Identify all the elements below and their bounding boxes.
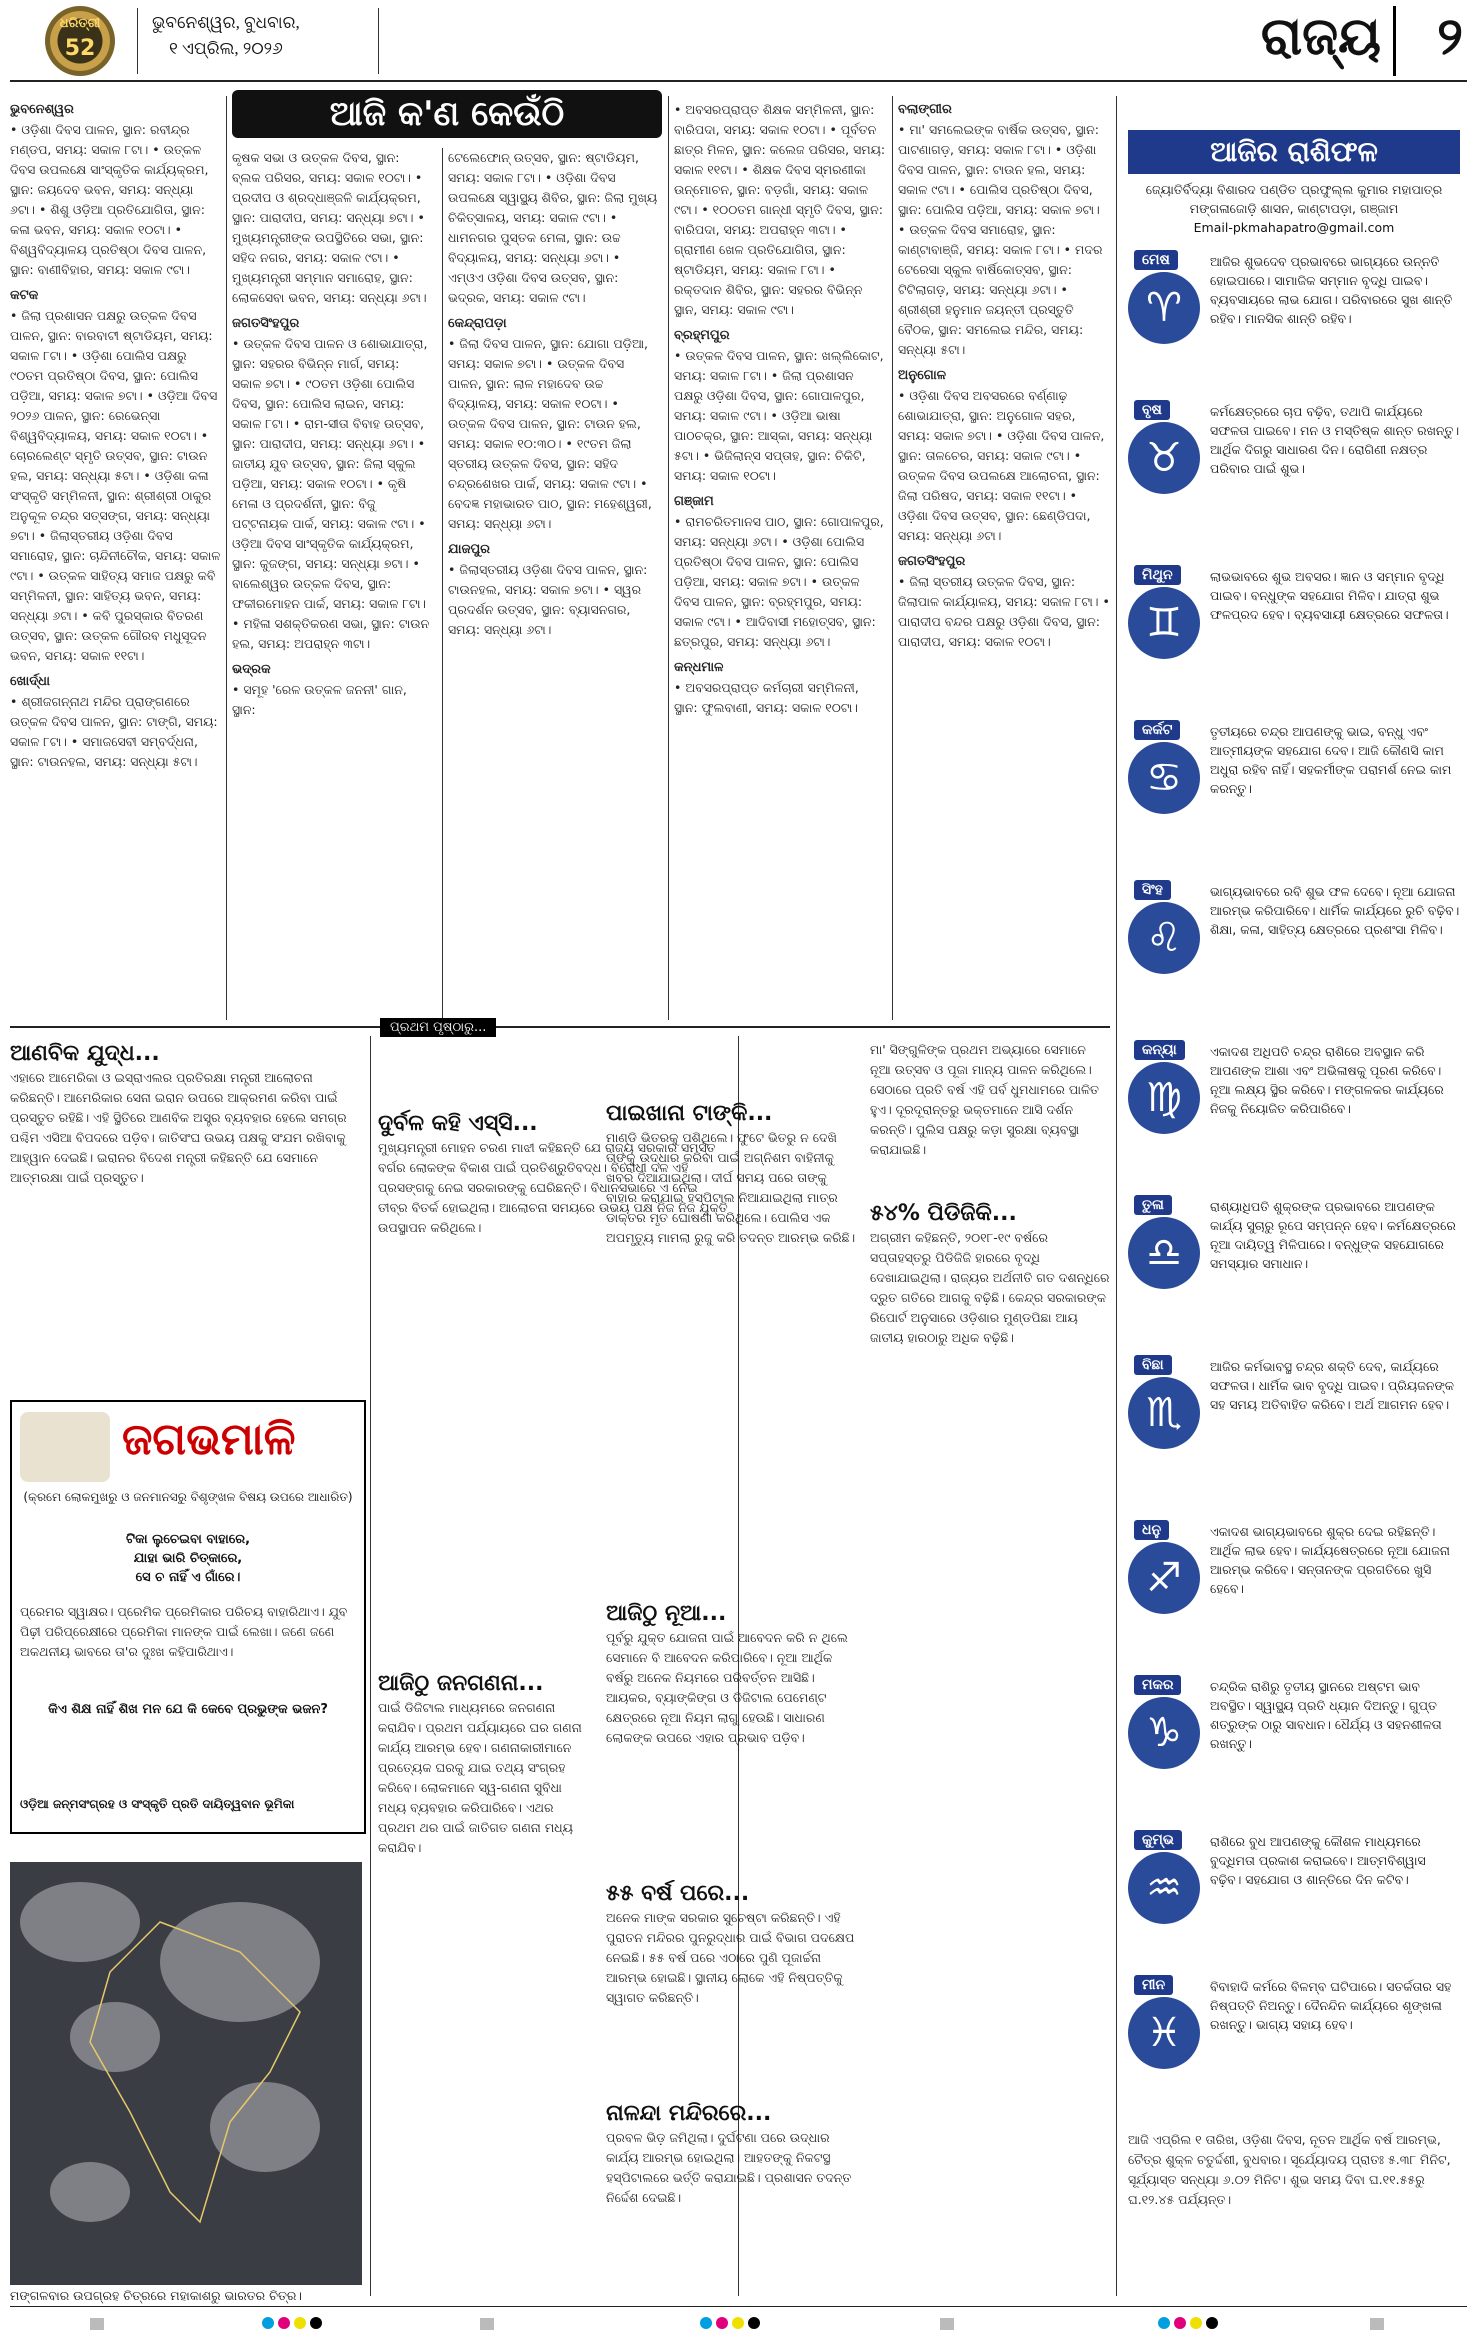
sign-meena: [1128, 1975, 1460, 2115]
print-mark: [278, 2317, 290, 2329]
panjika-text: ଆଜି ଏପ୍ରିଲ ୧ ତାରିଖ, ଓଡ଼ିଶା ଦିବସ, ନୂତନ ଆର୍ଥିକ ବର୍ଷ ଆରମ୍ଭ, ଚୈତ୍ର ଶୁକ୍ଳ ଚତୁର୍ଦ୍ଦଶୀ, ବୁଧବାର। ସୂର୍ଯ୍ୟୋଦୟ ପ୍ରାତଃ ୫.୩୮ ମିନିଟ, ସୂର୍ଯ୍ୟାସ୍ତ ସନ୍ଧ୍ୟା ୬.୦୨ ମିନିଟ। ଶୁଭ ସମୟ ଦିବା ଘ.୧୧.୫୫ରୁ ଘ.୧୨.୪୫ ପର୍ଯ୍ୟନ୍ତ।: [1128, 2132, 1451, 2207]
sign-name: ସିଂହ: [1134, 880, 1171, 900]
sign-mesha: [1128, 250, 1460, 390]
logo-years: 52: [64, 36, 96, 61]
verse-line: ଟିକା ଲୁଚେଇବା ବାହାରେ,: [125, 1532, 251, 1547]
sign-name: ମକର: [1134, 1675, 1181, 1695]
events-text: • ଓଡ଼ିଶା ଦିବସ ଅବସରରେ ବର୍ଣ୍ଣାଢ଼ ଶୋଭାଯାତ୍ରା, ସ୍ଥାନ: ଅନୁଗୋଳ ସହର, ସମୟ: ସକାଳ ୭ଟା। • ଓଡ଼ିଶା ଦିବସ ପାଳନ, ସ୍ଥାନ: ତାଳଚେର, ସମୟ: ସକାଳ ୯ଟା। • ଉତ୍କଳ ଦିବସ ଉପଲକ୍ଷେ ଆଲୋଚନା, ସ୍ଥାନ: ଜିଲା ପରିଷଦ, ସମୟ: ସକାଳ ୧୧ଟା। • ଓଡ଼ିଶା ଦିବସ ଉତ୍ସବ, ସ୍ଥାନ: ଛେଣ୍ଡିପଦା, ସମୟ: ସନ୍ଧ୍ୟା ୬ଟା।: [898, 388, 1105, 543]
events-text: • ଜିଲା ଦିବସ ପାଳନ, ସ୍ଥାନ: ଯୋଗା ପଡ଼ିଆ, ସମୟ: ସକାଳ ୭ଟା। • ଉତ୍କଳ ଦିବସ ପାଳନ, ସ୍ଥାନ: ଲାଳ ମହାଦେବ ଉଚ୍ଚ ବିଦ୍ୟାଳୟ, ସମୟ: ସକାଳ ୧୦ଟା। • ଉତ୍କଳ ଦିବସ ପାଳନ, ସ୍ଥାନ: ଟାଉନ ହଲ, ସମୟ: ସକାଳ ୧୦:୩୦। • ୧୯ତମ ଜିଲା ସ୍ତରୀୟ ଉତ୍କଳ ଦିବସ, ସ୍ଥାନ: ସହିଦ ଚନ୍ଦ୍ରଶେଖର ପାର୍କ, ସମୟ: ସକାଳ ୯ଟା। • ବେଦଜ୍ଞ ମହାଭାରତ ପାଠ, ସ୍ଥାନ: ମହେଶ୍ୱରୀ, ସମୟ: ସନ୍ଧ୍ୟା ୬ଟା।: [448, 336, 652, 531]
print-mark: [262, 2317, 274, 2329]
events-text: • ଉତ୍କଳ ଦିବସ ପାଳନ ଓ ଶୋଭାଯାତ୍ରା, ସ୍ଥାନ: ସହରର ବିଭିନ୍ନ ମାର୍ଗ, ସମୟ: ସକାଳ ୭ଟା। • ୯୦ତମ ଓଡ଼ିଶା ପୋଲିସ ଦିବସ, ସ୍ଥାନ: ପୋଲିସ ଲାଇନ, ସମୟ: ସକାଳ ୮ଟା। • ରାମ-ସୀତା ବିବାହ ଉତ୍ସବ, ସ୍ଥାନ: ପାରାଦୀପ, ସମୟ: ସନ୍ଧ୍ୟା ୬ଟା। • ଜାତୀୟ ଯୁବ ଉତ୍ସବ, ସ୍ଥାନ: ଜିଲା ସ୍କୁଲ ପଡ଼ିଆ, ସମୟ: ସକାଳ ୧୦ଟା। • କୃଷି ମେଳା ଓ ପ୍ରଦର୍ଶନୀ, ସ୍ଥାନ: ବିଜୁ ପଟ୍ଟନାୟକ ପାର୍କ, ସମୟ: ସକାଳ ୯ଟା। • ଓଡ଼ିଆ ଦିବସ ସାଂସ୍କୃତିକ କାର୍ଯ୍ୟକ୍ରମ, ସ୍ଥାନ: କୁଜଙ୍ଗ, ସମୟ: ସନ୍ଧ୍ୟା ୭ଟା। • ବାଲେଶ୍ୱର ଉତ୍କଳ ଦିବସ, ସ୍ଥାନ: ଫକୀରମୋହନ ପାର୍କ, ସମୟ: ସକାଳ ୮ଟା। • ମହିଳା ସଶକ୍ତିକରଣ ସଭା, ସ୍ଥାନ: ଟାଉନ ହଲ, ସମୟ: ଅପରାହ୍ନ ୩ଟା।: [232, 336, 430, 651]
events-text: • ଜିଲାସ୍ତରୀୟ ଓଡ଼ିଶା ଦିବସ ପାଳନ, ସ୍ଥାନ: ଟାଉନହଲ, ସମୟ: ସକାଳ ୭ଟା। • ସ୍ୱର ପ୍ରଦର୍ଶନ ଉତ୍ସବ, ସ୍ଥାନ: ବ୍ୟାସନଗର, ସମୟ: ସନ୍ଧ୍ୟା ୬ଟା।: [448, 562, 648, 637]
aries-icon: ♈: [1128, 272, 1200, 344]
print-mark: [1174, 2317, 1186, 2329]
sign-text: ଆଜିର ଶୁଭଦେବ ପ୍ରଭାବରେ ଭାଗ୍ୟରେ ଉନ୍ନତି ହୋଇପାରେ। ସାମାଜିକ ସମ୍ମାନ ବୃଦ୍ଧି ପାଇବ। ବ୍ୟବସାୟରେ ଲାଭ ଯୋଗ। ପରିବାରରେ ସୁଖ ଶାନ୍ତି ରହିବ। ମାନସିକ ଶାନ୍ତି ରହିବ।: [1210, 254, 1453, 326]
print-mark: [1206, 2317, 1218, 2329]
jagamohan-subtitle: (କ୍ରମେ ଲୋକମୁଖରୁ ଓ ଜନମାନସରୁ ବିଶୃଙ୍ଖଳ ବିଷୟ ଉପରେ ଆଧାରିତ): [23, 1490, 353, 1504]
events-heading: ଅନୁଗୋଳ: [898, 368, 947, 383]
article-paikhana: [606, 1100, 856, 1360]
events-text: • ଅବସରପ୍ରାପ୍ତ ଶିକ୍ଷକ ସମ୍ମିଳନୀ, ସ୍ଥାନ: ବାରିପଦା, ସମୟ: ସକାଳ ୧୦ଟା। • ପୂର୍ବତନ ଛାତ୍ର ମିଳନ, ସ୍ଥାନ: କଲେଜ ପରିସର, ସମୟ: ସକାଳ ୧୧ଟା। • ଶିକ୍ଷକ ଦିବସ ସ୍ମରଣୀକା ଉନ୍ମୋଚନ, ସ୍ଥାନ: ବଡ଼ଗାଁ, ସମୟ: ସକାଳ ୯ଟା। • ୧୦୦ତମ ଗାନ୍ଧୀ ସ୍ମୃତି ଦିବସ, ସ୍ଥାନ: ବାରିପଦା, ସମୟ: ଅପରାହ୍ନ ୩ଟା। • ଗ୍ରାମୀଣ ଖେଳ ପ୍ରତିଯୋଗିତା, ସ୍ଥାନ: ଷ୍ଟାଡିୟମ, ସମୟ: ସକାଳ ୮ଟା। • ରକ୍ତଦାନ ଶିବିର, ସ୍ଥାନ: ସହରର ବିଭିନ୍ନ ସ୍ଥାନ, ସମୟ: ସକାଳ ୯ଟା।: [674, 102, 886, 317]
print-mark: [940, 2318, 954, 2330]
rashifala-title: ଆଜିର ରାଶିଫଳ: [1128, 130, 1460, 174]
astrologer-name: ଜ୍ୟୋତିର୍ବିଦ୍ୟା ବିଶାରଦ ପଣ୍ଡିତ ପ୍ରଫୁଲ୍ଲ କୁମାର ମହାପାତ୍ର: [1145, 182, 1443, 197]
date-line2: ୧ ଏପ୍ରିଲ, ୨୦୨୬: [168, 39, 283, 58]
jagamohan-body: ପ୍ରେମର ସ୍ୱାକ୍ଷର। ପ୍ରେମିକ ପ୍ରେମିକାର ପରିଚୟ ବାହାରିଥାଏ। ଯୁବ ପିଢ଼ୀ ପରିପ୍ରେକ୍ଷୀରେ ପ୍ରେମିକା ମାନଙ୍କ ପାଇଁ ଲେଖା। ଜଣେ ଜଣେ ଅକଥନୀୟ ଭାବରେ ତା'ର ଦୁଃଖ କହିପାରିଥାଏ।: [20, 1604, 348, 1659]
article-body: ପାଇଁ ଡିଜିଟାଲ ମାଧ୍ୟମରେ ଜନଗଣନା କରାଯିବ। ପ୍ରଥମ ପର୍ଯ୍ୟାୟରେ ଘର ଗଣନା କାର୍ଯ୍ୟ ଆରମ୍ଭ ହେବ। ଗଣନାକାରୀମାନେ ପ୍ରତ୍ୟେକ ଘରକୁ ଯାଇ ତଥ୍ୟ ସଂଗ୍ରହ କରିବେ। ଲୋକମାନେ ସ୍ୱ-ଗଣନା ସୁବିଧା ମଧ୍ୟ ବ୍ୟବହାର କରିପାରିବେ। ଏଥର ପ୍ରଥମ ଥର ପାଇଁ ଜାତିଗତ ଗଣନା ମଧ୍ୟ କରାଯିବ।: [378, 1700, 582, 1855]
virgo-icon: ♍: [1128, 1062, 1200, 1134]
article-anabik: [10, 1040, 362, 1380]
article-headline: ନାଳନ୍ଦା ମନ୍ଦିରରେ...: [606, 2101, 772, 2126]
sign-simha: [1128, 880, 1460, 1030]
sign-text: ଭାଗ୍ୟଭାବରେ ରବି ଶୁଭ ଫଳ ଦେବେ। ନୂଆ ଯୋଜନା ଆରମ୍ଭ କରିପାରିବେ। ଧାର୍ମିକ କାର୍ଯ୍ୟରେ ରୁଚି ବଢ଼ିବ। ଶିକ୍ଷା, କଳା, ସାହିତ୍ୟ କ୍ଷେତ୍ରରେ ପ୍ରଶଂସା ମିଳିବ।: [1210, 884, 1460, 937]
events-text: • ରାମଚରିତମାନସ ପାଠ, ସ୍ଥାନ: ଗୋପାଳପୁର, ସମୟ: ସନ୍ଧ୍ୟା ୬ଟା। • ଓଡ଼ିଶା ପୋଲିସ ପ୍ରତିଷ୍ଠା ଦିବସ ପାଳନ, ସ୍ଥାନ: ପୋଲିସ ପଡ଼ିଆ, ସମୟ: ସକାଳ ୭ଟା। • ଉତ୍କଳ ଦିବସ ପାଳନ, ସ୍ଥାନ: ବ୍ରହ୍ମପୁର, ସମୟ: ସକାଳ ୯ଟା। • ଆଦିବାସୀ ମହୋତ୍ସବ, ସ୍ଥାନ: ଛତ୍ରପୁର, ସମୟ: ସନ୍ଧ୍ୟା ୬ଟା।: [674, 514, 884, 649]
events-heading: କଟକ: [10, 288, 39, 303]
sign-text: ଏକାଦଶ ଭାଗ୍ୟଭାବରେ ଶୁକ୍ର ଦେଇ ରହିଛନ୍ତି। ଆର୍ଥିକ ଲାଭ ହେବ। କାର୍ଯ୍ୟଷେତ୍ରରେ ନୂଆ ଯୋଜନା ଆରମ୍ଭ କରିବେ। ସନ୍ତାନଙ୍କ ପ୍ରଗତିରେ ଖୁସି ହେବେ।: [1210, 1524, 1450, 1596]
events-column-4: [674, 100, 886, 1020]
events-heading: ଭଦ୍ରକ: [232, 662, 271, 677]
newspaper-logo: [45, 6, 115, 76]
article-body: ମାଣ୍ଡି ଭିତରକୁ ପଶିଥିଲେ। ଫୁଟେ ଭିତରୁ ନ ଦେଖି ତାଙ୍କୁ ଉଦ୍ଧାର କରିବା ପାଇଁ ଅଗ୍ନିଶମ ବାହିନୀକୁ ଖବର ଦିଆଯାଇଥିଲା। ଦୀର୍ଘ ସମୟ ପରେ ତାଙ୍କୁ ବାହାର କରାଯାଇ ହସ୍ପିଟାଲ ନିଆଯାଇଥିଲା ମାତ୍ର ଡାକ୍ତର ମୃତ ଘୋଷଣା କରିଥିଲେ। ପୋଲିସ ଏକ ଅପମୃତ୍ୟୁ ମାମଲା ରୁଜୁ କରି ତଦନ୍ତ ଆରମ୍ଭ କରିଛି।: [606, 1130, 856, 1245]
events-heading: ଜଗତସିଂହପୁର: [232, 316, 300, 331]
article-body: ଏହାରେ ଆମେରିକା ଓ ଇସ୍ରାଏଲର ପ୍ରତିରକ୍ଷା ମନ୍ତ୍ରୀ ଆଲୋଚନା କରିଛନ୍ତି। ଆମେରିକାର ସେନା ଇରାନ ଉପରେ ଆକ୍ରମଣ କରିବା ପାଇଁ ପ୍ରସ୍ତୁତ ରହିଛି। ଏହି ସ୍ଥିତିରେ ଆଣବିକ ଅସ୍ତ୍ର ବ୍ୟବହାର ହେଲେ ସମଗ୍ର ପଶ୍ଚିମ ଏସିଆ ବିପଦରେ ପଡ଼ିବ। ଜାତିସଂଘ ଉଭୟ ପକ୍ଷକୁ ସଂଯମ ରଖିବାକୁ ଆହ୍ୱାନ ଦେଇଛି। ଇରାନର ବିଦେଶ ମନ୍ତ୍ରୀ କହିଛନ୍ତି ଯେ ସେମାନେ ଆତ୍ମରକ୍ଷା ପାଇଁ ପ୍ରସ୍ତୁତ।: [10, 1070, 347, 1185]
events-heading: ଖୋର୍ଦ୍ଧା: [10, 674, 50, 689]
article-body: ପ୍ରବଳ ଭିଡ଼ ଜମିଥିଲା। ଦୁର୍ଘଟଣା ପରେ ଉଦ୍ଧାର କାର୍ଯ୍ୟ ଆରମ୍ଭ ହୋଇଥିଲା। ଆହତଙ୍କୁ ନିକଟସ୍ଥ ହସ୍ପିଟାଲରେ ଭର୍ତ୍ତି କରାଯାଇଛି। ପ୍ରଶାସନ ତଦନ୍ତ ନିର୍ଦ୍ଦେଶ ଦେଇଛି।: [606, 2130, 852, 2205]
events-text: • ସମୂହ 'ରେଳ ଉତ୍କଳ ଜନନୀ' ଗାନ, ସ୍ଥାନ:: [232, 682, 407, 717]
print-mark: [748, 2317, 760, 2329]
events-text: • ଶ୍ରୀଜଗନ୍ନାଥ ମନ୍ଦିର ପ୍ରାଙ୍ଗଣରେ ଉତ୍କଳ ଦିବସ ପାଳନ, ସ୍ଥାନ: ଟାଙ୍ଗି, ସମୟ: ସକାଳ ୮ଟା। • ସମାଜସେବୀ ସମ୍ବର୍ଦ୍ଧନା, ସ୍ଥାନ: ଟାଉନହଲ, ସମୟ: ସନ୍ଧ୍ୟା ୫ଟା।: [10, 694, 218, 769]
sign-text: ରାଶିରେ ବୁଧ ଆପଣଙ୍କୁ କୌଶଳ ମାଧ୍ୟମରେ ବୁଦ୍ଧିମତା ପ୍ରକାଶ କରାଇବେ। ଆତ୍ମବିଶ୍ୱାସ ବଢ଼ିବ। ସହଯୋଗ ଓ ଶାନ୍ତିରେ ଦିନ କଟିବ।: [1210, 1834, 1426, 1887]
article-nalanda: [606, 2100, 856, 2290]
article-body: ମୁଖ୍ୟମନ୍ତ୍ରୀ ମୋହନ ଚରଣ ମାଝୀ କହିଛନ୍ତି ଯେ ରାଜ୍ୟ ସରକାର ସମସ୍ତ ବର୍ଗର ଲୋକଙ୍କ ବିକାଶ ପାଇଁ ପ୍ରତିଶ୍ରୁତିବଦ୍ଧ। ବିରୋଧୀ ଦଳ ଏହି ପ୍ରସଙ୍ଗକୁ ନେଇ ସରକାରଙ୍କୁ ଘେରିଛନ୍ତି। ବିଧାନସଭାରେ ଏ ନେଇ ତୀବ୍ର ବିତର୍କ ହୋଇଥିଲା। ଆଲୋଚନା ସମୟରେ ଉଭୟ ପକ୍ଷ ନିଜ ନିଜ ଯୁକ୍ତି ଉପସ୍ଥାପନ କରିଥିଲେ।: [378, 1140, 728, 1235]
events-heading: ଗଞ୍ଜାମ: [674, 494, 714, 509]
sign-name: ମେଷ: [1134, 250, 1178, 270]
section-title: ରାଜ୍ୟ: [1260, 6, 1381, 67]
events-heading: କନ୍ଧମାଳ: [674, 660, 724, 675]
cartoon-illustration: [20, 1412, 110, 1482]
rashifala-byline: [1128, 180, 1460, 237]
satellite-map: [10, 1862, 362, 2285]
events-column-2: [232, 148, 432, 1020]
events-text: ଟେଲେଫୋନ୍ ଉତ୍ସବ, ସ୍ଥାନ: ଷ୍ଟାଡିୟମ, ସମୟ: ସକାଳ ୮ଟା। • ଓଡ଼ିଶା ଦିବସ ଉପଲକ୍ଷେ ସ୍ୱାସ୍ଥ୍ୟ ଶିବିର, ସ୍ଥାନ: ଜିଲା ମୁଖ୍ୟ ଚିକିତ୍ସାଳୟ, ସମୟ: ସକାଳ ୯ଟା। • ଧାମନଗର ପୁସ୍ତକ ମେଳା, ସ୍ଥାନ: ଉଚ୍ଚ ବିଦ୍ୟାଳୟ, ସମୟ: ସନ୍ଧ୍ୟା ୬ଟା। • ଏମ୍‌ଓଏ ଓଡ଼ିଶା ଦିବସ ଉତ୍ସବ, ସ୍ଥାନ: ଭଦ୍ରକ, ସମୟ: ସକାଳ ୯ଟା।: [448, 150, 658, 305]
print-mark: [1158, 2317, 1170, 2329]
sign-name: ବୃଷ: [1134, 400, 1170, 420]
sign-text: ତୃତୀୟରେ ଚନ୍ଦ୍ର ଆପଣଙ୍କୁ ଭାଇ, ବନ୍ଧୁ ଏବଂ ଆତ୍ମୀୟଙ୍କ ସହଯୋଗ ଦେବ। ଆଜି କୌଣସି କାମ ଅଧୁରା ରହିବ ନାହିଁ। ସହକର୍ମୀଙ୍କ ପରାମର୍ଶ ନେଇ କାମ କରନ୍ତୁ।: [1210, 724, 1452, 796]
sign-kumbha: [1128, 1830, 1460, 1960]
article-55-years: [606, 1880, 856, 2060]
article-body: ଅଗ୍ରୀମ କହିଛନ୍ତି, ୨୦୧୮-୧୯ ବର୍ଷରେ ସପ୍ତାହସ୍ତରୁ ପିଡିଜିଜି ହାରରେ ବୃଦ୍ଧି ଦେଖାଯାଇଥିଲା। ରାଜ୍ୟର ଅର୍ଥନୀତି ଗତ ଦଶନ୍ଧିରେ ଦ୍ରୁତ ଗତିରେ ଆଗକୁ ବଢ଼ିଛି। କେନ୍ଦ୍ର ସରକାରଙ୍କ ରିପୋର୍ଟ ଅନୁସାରେ ଓଡ଼ିଶାର ମୁଣ୍ଡପିଛା ଆୟ ଜାତୀୟ ହାରଠାରୁ ଅଧିକ ବଢ଼ିଛି।: [870, 1230, 1110, 1345]
events-text: • ଓଡ଼ିଶା ଦିବସ ପାଳନ, ସ୍ଥାନ: ରବୀନ୍ଦ୍ର ମଣ୍ଡପ, ସମୟ: ସକାଳ ୮ଟା। • ଉତ୍କଳ ଦିବସ ଉପଲକ୍ଷେ ସାଂସ୍କୃତିକ କାର୍ଯ୍ୟକ୍ରମ, ସ୍ଥାନ: ଜୟଦେବ ଭବନ, ସମୟ: ସନ୍ଧ୍ୟା ୬ଟା। • ଶିଶୁ ଓଡ଼ିଆ ପ୍ରତିଯୋଗିତା, ସ୍ଥାନ: କଳା ଭବନ, ସମୟ: ସକାଳ ୧୦ଟା। • ବିଶ୍ୱବିଦ୍ୟାଳୟ ପ୍ରତିଷ୍ଠା ଦିବସ ପାଳନ, ସ୍ଥାନ: ବାଣୀବିହାର, ସମୟ: ସକାଳ ୯ଟା।: [10, 122, 209, 277]
gemini-icon: ♊: [1128, 587, 1200, 659]
print-mark: [310, 2317, 322, 2329]
article-headline: ପାଇଖାନା ଟାଙ୍କି...: [606, 1101, 773, 1126]
sign-name: କନ୍ୟା: [1134, 1040, 1185, 1060]
article-singuli: [870, 1040, 1110, 1190]
verse-line: ଯାହା ଭାରି ଚିତ୍କାରେ,: [133, 1551, 243, 1566]
events-heading: ବଲାଙ୍ଗୀର: [898, 102, 952, 117]
sign-text: ଚନ୍ଦ୍ରିକ ରାଶିରୁ ତୃତୀୟ ସ୍ଥାନରେ ଅଷ୍ଟମ ଭାବ ଅବସ୍ଥିତ। ସ୍ୱାସ୍ଥ୍ୟ ପ୍ରତି ଧ୍ୟାନ ଦିଅନ୍ତୁ। ଗୁପ୍ତ ଶତ୍ରୁଙ୍କ ଠାରୁ ସାବଧାନ। ଧୈର୍ଯ୍ୟ ଓ ସହନଶୀଳତା ରଖନ୍ତୁ।: [1210, 1679, 1442, 1751]
cancer-icon: ♋: [1128, 742, 1200, 814]
from-front-page-label: ପ୍ରଥମ ପୃଷ୍ଠାରୁ...: [380, 1018, 496, 1037]
taurus-icon: ♉: [1128, 422, 1200, 494]
events-column-5: [898, 100, 1110, 1020]
pisces-icon: ♓: [1128, 1997, 1200, 2069]
events-banner: ଆଜି କ'ଣ କେଉଁଠି: [232, 90, 662, 138]
sign-name: ମିଥୁନ: [1134, 565, 1181, 585]
sign-text: ରାଶ୍ୟାଧିପତି ଶୁକ୍ରଙ୍କ ପ୍ରଭାବରେ ଆପଣଙ୍କ କାର୍ଯ୍ୟ ସୁଚାରୁ ରୂପେ ସମ୍ପନ୍ନ ହେବ। କର୍ମକ୍ଷେତ୍ରରେ ନୂଆ ଦାୟିତ୍ୱ ମିଳିପାରେ। ବନ୍ଧୁଙ୍କ ସହଯୋଗରେ ସମସ୍ୟାର ସମାଧାନ।: [1210, 1199, 1456, 1271]
jagamohan-question: କିଏ ଶିକ୍ଷ ନାହିଁ ଶିଖ ମନ ଯେ କି କେବେ ପ୍ରଭୁଙ୍କ ଭଜନ?: [48, 1702, 328, 1717]
events-text: • ଜିଲା ସ୍ତରୀୟ ଉତ୍କଳ ଦିବସ, ସ୍ଥାନ: ଜିଲାପାଳ କାର୍ଯ୍ୟାଳୟ, ସମୟ: ସକାଳ ୮ଟା। • ପାରାଦୀପ ବନ୍ଦର ପକ୍ଷରୁ ଓଡ଼ିଶା ଦିବସ, ସ୍ଥାନ: ପାରାଦୀପ, ସମୟ: ସକାଳ ୧୦ଟା।: [898, 574, 1110, 649]
sign-tula: [1128, 1195, 1460, 1335]
article-headline: ଆଜିଠୁ ଜନଗଣନା...: [378, 1671, 544, 1696]
events-text: • ଅବସରପ୍ରାପ୍ତ କର୍ମଚାରୀ ସମ୍ମିଳନୀ, ସ୍ଥାନ: ଫୁଲବାଣୀ, ସମୟ: ସକାଳ ୧୦ଟା।: [674, 680, 859, 715]
sagittarius-icon: ♐: [1128, 1542, 1200, 1614]
date-line1: ଭୁବନେଶ୍ୱର, ବୁଧବାର,: [152, 13, 300, 32]
sign-kanya: [1128, 1040, 1460, 1180]
leo-icon: ♌: [1128, 902, 1200, 974]
events-heading: ଜଗତସିଂହପୁର: [898, 554, 966, 569]
print-mark: [716, 2317, 728, 2329]
events-column-1: [10, 100, 222, 1020]
logo-text: ଧରିତ୍ରୀ: [59, 16, 101, 31]
sign-brusha: [1128, 400, 1460, 540]
article-body: ପୂର୍ବରୁ ଯୁକ୍ତ ଯୋଜନା ପାଇଁ ଆବେଦନ କରି ନ ଥିଲେ ସେମାନେ ବି ଆବେଦନ କରିପାରିବେ। ନୂଆ ଆର୍ଥିକ ବର୍ଷରୁ ଅନେକ ନିୟମରେ ପରିବର୍ତ୍ତନ ଆସିଛି। ଆୟକର, ବ୍ୟାଙ୍କିଙ୍ଗ ଓ ଡିଜିଟାଲ ପେମେଣ୍ଟ କ୍ଷେତ୍ରରେ ନୂଆ ନିୟମ ଲାଗୁ ହେଉଛି। ସାଧାରଣ ଲୋକଙ୍କ ଉପରେ ଏହାର ପ୍ରଭାବ ପଡ଼ିବ।: [606, 1630, 848, 1745]
events-heading: ବ୍ରହ୍ମପୁର: [674, 328, 730, 343]
sign-name: ମୀନ: [1134, 1975, 1173, 1995]
print-mark: [1190, 2317, 1202, 2329]
india-outline: [10, 1862, 362, 2285]
article-janaganana: [378, 1670, 588, 2290]
events-text: • ଉତ୍କଳ ଦିବସ ପାଳନ, ସ୍ଥାନ: ଖଲ୍ଲିକୋଟ, ସମୟ: ସକାଳ ୮ଟା। • ଜିଲା ପ୍ରଶାସନ ପକ୍ଷରୁ ଓଡ଼ିଶା ଦିବସ, ସ୍ଥାନ: ଗୋପାଳପୁର, ସମୟ: ସକାଳ ୯ଟା। • ଓଡ଼ିଆ ଭାଷା ପାଠଚକ୍ର, ସ୍ଥାନ: ଆସ୍କା, ସମୟ: ସନ୍ଧ୍ୟା ୫ଟା। • ଭିଜିଲାନ୍ସ ସପ୍ତାହ, ସ୍ଥାନ: ଚିକିଟି, ସମୟ: ସକାଳ ୧୦ଟା।: [674, 348, 884, 483]
print-mark: [732, 2317, 744, 2329]
map-caption: ମଙ୍ଗଳବାର ଉପଗ୍ରହ ଚିତ୍ରରେ ମହାକାଶରୁ ଭାରତର ଚିତ୍ର।: [10, 2288, 302, 2303]
sign-name: ତୁଳା: [1134, 1195, 1172, 1215]
libra-icon: ♎: [1128, 1217, 1200, 1289]
events-text: • ମା' ସମଲେଇଙ୍କ ବାର୍ଷିକ ଉତ୍ସବ, ସ୍ଥାନ: ପାଟଣାଗଡ଼, ସମୟ: ସକାଳ ୮ଟା। • ଓଡ଼ିଶା ଦିବସ ପାଳନ, ସ୍ଥାନ: ଟାଉନ ହଲ, ସମୟ: ସକାଳ ୯ଟା। • ପୋଲିସ ପ୍ରତିଷ୍ଠା ଦିବସ, ସ୍ଥାନ: ପୋଲିସ ପଡ଼ିଆ, ସମୟ: ସକାଳ ୭ଟା। • ଉତ୍କଳ ଦିବସ ସମାରୋହ, ସ୍ଥାନ: କାଣ୍ଟାବାଞ୍ଜି, ସମୟ: ସକାଳ ୮ଟା। • ମଦର ଟେରେସା ସ୍କୁଲ ବାର୍ଷିକୋତ୍ସବ, ସ୍ଥାନ: ଟିଟିଲାଗଡ଼, ସମୟ: ସନ୍ଧ୍ୟା ୬ଟା। • ଶ୍ରୀଶ୍ରୀ ହନୁମାନ ଜୟନ୍ତୀ ପ୍ରସ୍ତୁତି ବୈଠକ, ସ୍ଥାନ: ସମଲେଇ ମନ୍ଦିର, ସମୟ: ସନ୍ଧ୍ୟା ୫ଟା।: [898, 122, 1103, 357]
publication-date: [152, 10, 300, 62]
sign-text: ବିବାହାଦି କର୍ମରେ ବିଳମ୍ବ ଘଟିପାରେ। ସତର୍କତାର ସହ ନିଷ୍ପତ୍ତି ନିଅନ୍ତୁ। ଦୈନନ୍ଦିନ କାର୍ଯ୍ୟରେ ଶୃଙ୍ଖଳା ରଖନ୍ତୁ। ଭାଗ୍ୟ ସହାୟ ହେବ।: [1210, 1979, 1452, 2032]
jagamohan-footer: ଓଡ଼ିଆ ଜନ୍ମସଂଗ୍ରହ ଓ ସଂସ୍କୃତି ପ୍ରତି ଦାୟିତ୍ୱବାନ ଭୂମିକା: [20, 1797, 295, 1811]
sign-mithuna: [1128, 565, 1460, 705]
verse-line: ସେ ଚ ନାହିଁ ଏ ଗାଁରେ।: [135, 1570, 241, 1585]
article-headline: ଆଜିଠୁ ନୂଆ...: [606, 1601, 727, 1626]
events-heading: ଯାଜପୁର: [448, 542, 491, 557]
article-nua: [606, 1600, 856, 1850]
astrologer-email: Email-pkmahapatro@gmail.com: [1193, 220, 1395, 235]
article-headline: ୫୪% ପିଡିଜିକି...: [870, 1201, 1017, 1226]
sign-name: ଧନୁ: [1134, 1520, 1169, 1540]
sign-bichha: [1128, 1355, 1460, 1505]
scorpio-icon: ♏: [1128, 1377, 1200, 1449]
print-mark: [480, 2318, 494, 2330]
events-heading: ଭୁବନେଶ୍ୱର: [10, 102, 74, 117]
sign-text: ଲାଭଭାବରେ ଶୁଭ ଅବସର। ଜ୍ଞାନ ଓ ସମ୍ମାନ ବୃଦ୍ଧି ପାଇବ। ବନ୍ଧୁଙ୍କ ସହଯୋଗ ମିଳିବ। ଯାତ୍ରା ଶୁଭ ଫଳପ୍ରଦ ହେବ। ବ୍ୟବସାୟୀ କ୍ଷେତ୍ରରେ ସଫଳତା।: [1210, 569, 1449, 622]
sign-karkata: [1128, 720, 1460, 860]
aquarius-icon: ♒: [1128, 1852, 1200, 1924]
print-mark: [90, 2318, 104, 2330]
article-headline: ୫୫ ବର୍ଷ ପରେ...: [606, 1881, 750, 1906]
jagamohan-box: [10, 1400, 366, 1834]
article-headline: ଆଣବିକ ଯୁଦ୍ଧ...: [10, 1041, 160, 1066]
jagamohan-verse: [20, 1530, 356, 1587]
article-headline: ଦୁର୍ବଳ କହି ଏସ୍‌ସି...: [378, 1111, 538, 1136]
sign-makara: [1128, 1675, 1460, 1815]
sign-text: କର୍ମକ୍ଷେତ୍ରରେ ଚାପ ବଢ଼ିବ, ତଥାପି କାର୍ଯ୍ୟରେ ସଫଳତା ପାଇବେ। ମନ ଓ ମସ୍ତିଷ୍କ ଶାନ୍ତ ରଖନ୍ତୁ। ଆର୍ଥିକ ଦିଗରୁ ସାଧାରଣ ଦିନ। ରୋଗିଣୀ ନକ୍ଷତ୍ର ପରିବାର ପାଇଁ ଶୁଭ।: [1210, 404, 1460, 476]
jagamohan-title: ଜଗଭମାଳି: [122, 1414, 296, 1465]
sign-name: ବିଛା: [1134, 1355, 1172, 1375]
events-text: • ଜିଲା ପ୍ରଶାସନ ପକ୍ଷରୁ ଉତ୍କଳ ଦିବସ ପାଳନ, ସ୍ଥାନ: ବାରବାଟୀ ଷ୍ଟାଡିୟମ, ସମୟ: ସକାଳ ୮ଟା। • ଓଡ଼ିଶା ପୋଲିସ ପକ୍ଷରୁ ୯୦ତମ ପ୍ରତିଷ୍ଠା ଦିବସ, ସ୍ଥାନ: ପୋଲିସ ପଡ଼ିଆ, ସମୟ: ସକାଳ ୭ଟା। • ଓଡ଼ିଆ ଦିବସ ୨୦୨୬ ପାଳନ, ସ୍ଥାନ: ରେଭେନ୍ସା ବିଶ୍ୱବିଦ୍ୟାଳୟ, ସମୟ: ସକାଳ ୧୦ଟା। • ଚୋରଲେଣ୍ଟ ସ୍ମୃତି ଉତ୍ସବ, ସ୍ଥାନ: ଟାଉନ ହଲ, ସମୟ: ସନ୍ଧ୍ୟା ୫ଟା। • ଓଡ଼ିଶା କଳା ସଂସ୍କୃତି ସମ୍ମିଳନୀ, ସ୍ଥାନ: ଶ୍ରୀଶ୍ରୀ ଠାକୁର ଅନୁକୂଳ ଚନ୍ଦ୍ର ସତ୍ସଙ୍ଗ, ସମୟ: ସନ୍ଧ୍ୟା ୭ଟା। • ଜିଲାସ୍ତରୀୟ ଓଡ଼ିଶା ଦିବସ ସମାରୋହ, ସ୍ଥାନ: ଚାନ୍ଦିନୀଚୌକ, ସମୟ: ସକାଳ ୯ଟା। • ଉତ୍କଳ ସାହିତ୍ୟ ସମାଜ ପକ୍ଷରୁ କବି ସମ୍ମିଳନୀ, ସ୍ଥାନ: ସାହିତ୍ୟ ଭବନ, ସମୟ: ସନ୍ଧ୍ୟା ୬ଟା। • କବି ପୁରସ୍କାର ବିତରଣ ଉତ୍ସବ, ସ୍ଥାନ: ଉତ୍କଳ ଗୌରବ ମଧୁସୂଦନ ଭବନ, ସମୟ: ସକାଳ ୧୧ଟା।: [10, 308, 221, 663]
events-text: କୃଷକ ସଭା ଓ ଉତ୍କଳ ଦିବସ, ସ୍ଥାନ: ବ୍ଲକ ପରିସର, ସମୟ: ସକାଳ ୧୦ଟା। • ପ୍ରଦୀପ ଓ ଶ୍ରଦ୍ଧାଞ୍ଜଳି କାର୍ଯ୍ୟକ୍ରମ, ସ୍ଥାନ: ପାରାଦୀପ, ସମୟ: ସନ୍ଧ୍ୟା ୭ଟା। • ମୁଖ୍ୟମନ୍ତ୍ରୀଙ୍କ ଉପସ୍ଥିତିରେ ସଭା, ସ୍ଥାନ: ସହିଦ ନଗର, ସମୟ: ସକାଳ ୯ଟା। • ମୁଖ୍ୟମନ୍ତ୍ରୀ ସମ୍ମାନ ସମାରୋହ, ସ୍ଥାନ: ଲୋକସେବା ଭବନ, ସମୟ: ସନ୍ଧ୍ୟା ୬ଟା।: [232, 150, 427, 305]
print-mark: [294, 2317, 306, 2329]
events-heading: କେନ୍ଦ୍ରାପଡ଼ା: [448, 316, 507, 331]
sign-name: କୁମ୍ଭ: [1134, 1830, 1182, 1850]
page-number: ୨: [1437, 6, 1463, 67]
sign-text: ଏକାଦଶ ଅଧିପତି ଚନ୍ଦ୍ର ରାଶିରେ ଅବସ୍ଥାନ କରି ଆପଣଙ୍କ ଆଶା ଏବଂ ଅଭିଳାଷକୁ ପୂରଣ କରିବେ। ନୂଆ ଲକ୍ଷ୍ୟ ସ୍ଥିର କରିବେ। ମଙ୍ଗଳକର କାର୍ଯ୍ୟରେ ନିଜକୁ ନିୟୋଜିତ କରିପାରିବେ।: [1210, 1044, 1444, 1116]
sign-text: ଆଜିର କର୍ମଭାବସ୍ଥ ଚନ୍ଦ୍ର ଶକ୍ତି ଦେବ, କାର୍ଯ୍ୟରେ ସଫଳତା। ଧାର୍ମିକ ଭାବ ବୃଦ୍ଧି ପାଇବ। ପ୍ରିୟଜନଙ୍କ ସହ ସମୟ ଅତିବାହିତ କରିବେ। ଅର୍ଥ ଆଗମନ ହେବ।: [1210, 1359, 1455, 1412]
capricorn-icon: ♑: [1128, 1697, 1200, 1769]
astrologer-address: ମଙ୍ଗଳାଜୋଡ଼ି ଶାସନ, କାଣ୍ଟାପଡ଼ା, ଗଞ୍ଜାମ: [1189, 201, 1399, 216]
article-body: ମା' ସିଙ୍ଗୁଳିଙ୍କ ପ୍ରଥମ ଅଭ୍ୟାରେ ସେମାନେ ନୂଆ ଉତ୍ସବ ଓ ପୂଜା ମାନ୍ୟ ପାଳନ କରିଥିଲେ। ସେଠାରେ ପ୍ରତି ବର୍ଷ ଏହି ପର୍ବ ଧୁମଧାମରେ ପାଳିତ ହୁଏ। ଦୂରଦୂରାନ୍ତରୁ ଭକ୍ତମାନେ ଆସି ଦର୍ଶନ କରନ୍ତି। ପୁଲିସ ପକ୍ଷରୁ କଡ଼ା ସୁରକ୍ଷା ବ୍ୟବସ୍ଥା କରାଯାଇଛି।: [870, 1042, 1099, 1157]
article-pidiji: [870, 1200, 1110, 2290]
print-mark: [1370, 2318, 1384, 2330]
events-column-3: [448, 148, 658, 1020]
print-mark: [700, 2317, 712, 2329]
sign-name: କର୍କଟ: [1134, 720, 1180, 740]
article-body: ଅନେକ ମାଙ୍କ ସରକାର ସୁଚେଷ୍ଟା କରିଛନ୍ତି। ଏହି ପୁରାତନ ମନ୍ଦିରର ପୁନରୁଦ୍ଧାର ପାଇଁ ବିଭାଗ ପଦକ୍ଷେପ ନେଇଛି। ୫୫ ବର୍ଷ ପରେ ଏଠାରେ ପୁଣି ପୂଜାର୍ଚ୍ଚନା ଆରମ୍ଭ ହୋଇଛି। ସ୍ଥାନୀୟ ଲୋକେ ଏହି ନିଷ୍ପତ୍ତିକୁ ସ୍ୱାଗତ କରିଛନ୍ତି।: [606, 1910, 855, 2005]
sign-dhanu: [1128, 1520, 1460, 1660]
